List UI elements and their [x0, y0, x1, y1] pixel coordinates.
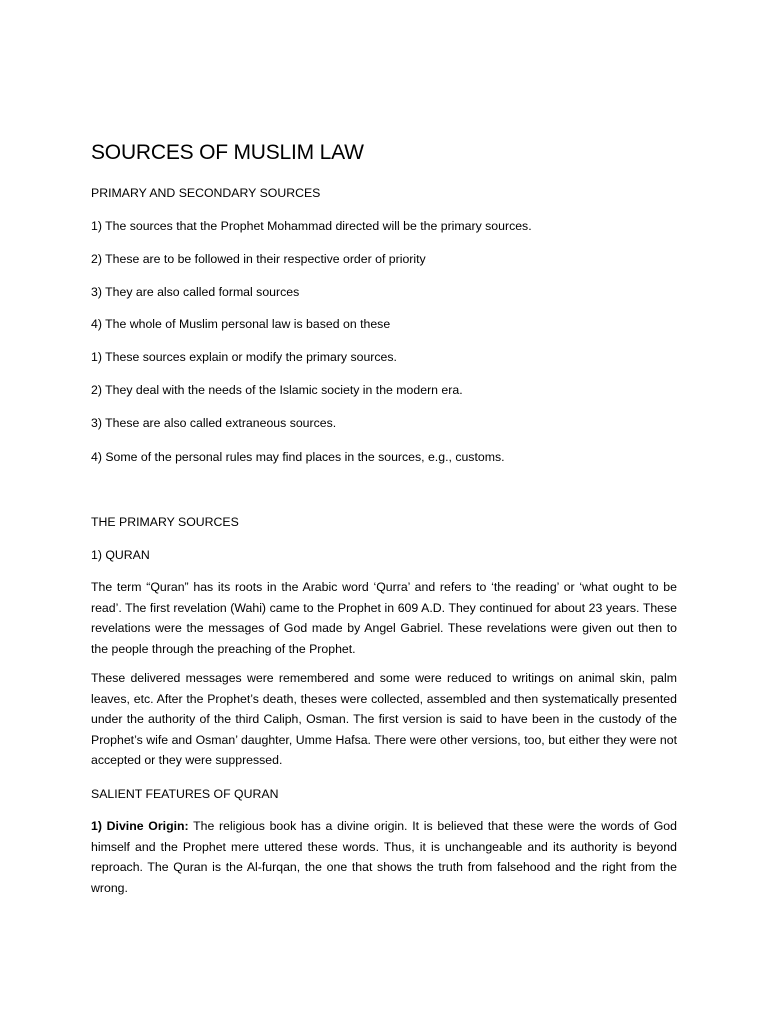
- heading-primary-sources: THE PRIMARY SOURCES: [91, 515, 239, 529]
- document-title: SOURCES OF MUSLIM LAW: [91, 141, 364, 164]
- secondary-point-2: 2) They deal with the needs of the Islamic society in the modern era.: [91, 383, 463, 397]
- heading-quran: 1) QURAN: [91, 548, 150, 562]
- paragraph-quran-compilation: These delivered messages were remembered and some were reduced to writings on animal skin, palm leaves, etc. After the Prophet’s death, theses were collected, assembled and then systematically presented under the authority of the third Caliph, Osman. The first version is said to have been in the custody of the Prophet’s wife and Osman’ daughter, Umme Hafsa. There were other versions, too, but either they were not accepted or they were suppressed.: [91, 671, 677, 767]
- primary-point-2: 2) These are to be followed in their respective order of priority: [91, 252, 426, 266]
- paragraph-quran-origin: The term “Quran” has its roots in the Arabic word ‘Qurra’ and refers to ‘the reading’ or ‘what ought to be read’. The first revelation (Wahi) came to the Prophet in 609 A.D. They continued for about 23 years. These revelations were the messages of God made by Angel Gabriel. These revelations were given out then to the people through the preaching of the Prophet.: [91, 580, 677, 656]
- feature-divine-origin-text: The religious book has a divine origin. It is believed that these were the words of God himself and the Prophet mere uttered these words. Thus, it is unchangeable and its authority is beyond reproach. The Quran is the Al-furqan, the one that shows the truth from falsehood and the right from the wrong.: [91, 819, 677, 895]
- secondary-point-3: 3) These are also called extraneous sources.: [91, 416, 337, 430]
- heading-primary-secondary: PRIMARY AND SECONDARY SOURCES: [91, 186, 321, 200]
- feature-divine-origin-label: 1) Divine Origin:: [91, 819, 189, 833]
- secondary-point-1: 1) These sources explain or modify the primary sources.: [91, 350, 397, 364]
- secondary-point-4: 4) Some of the personal rules may find places in the sources, e.g., customs.: [91, 450, 505, 464]
- heading-salient-features: SALIENT FEATURES OF QURAN: [91, 787, 279, 801]
- primary-point-3: 3) They are also called formal sources: [91, 285, 300, 299]
- primary-point-4: 4) The whole of Muslim personal law is based on these: [91, 317, 391, 331]
- feature-divine-origin: [91, 816, 677, 898]
- primary-point-1: 1) The sources that the Prophet Mohammad directed will be the primary sources.: [91, 219, 532, 233]
